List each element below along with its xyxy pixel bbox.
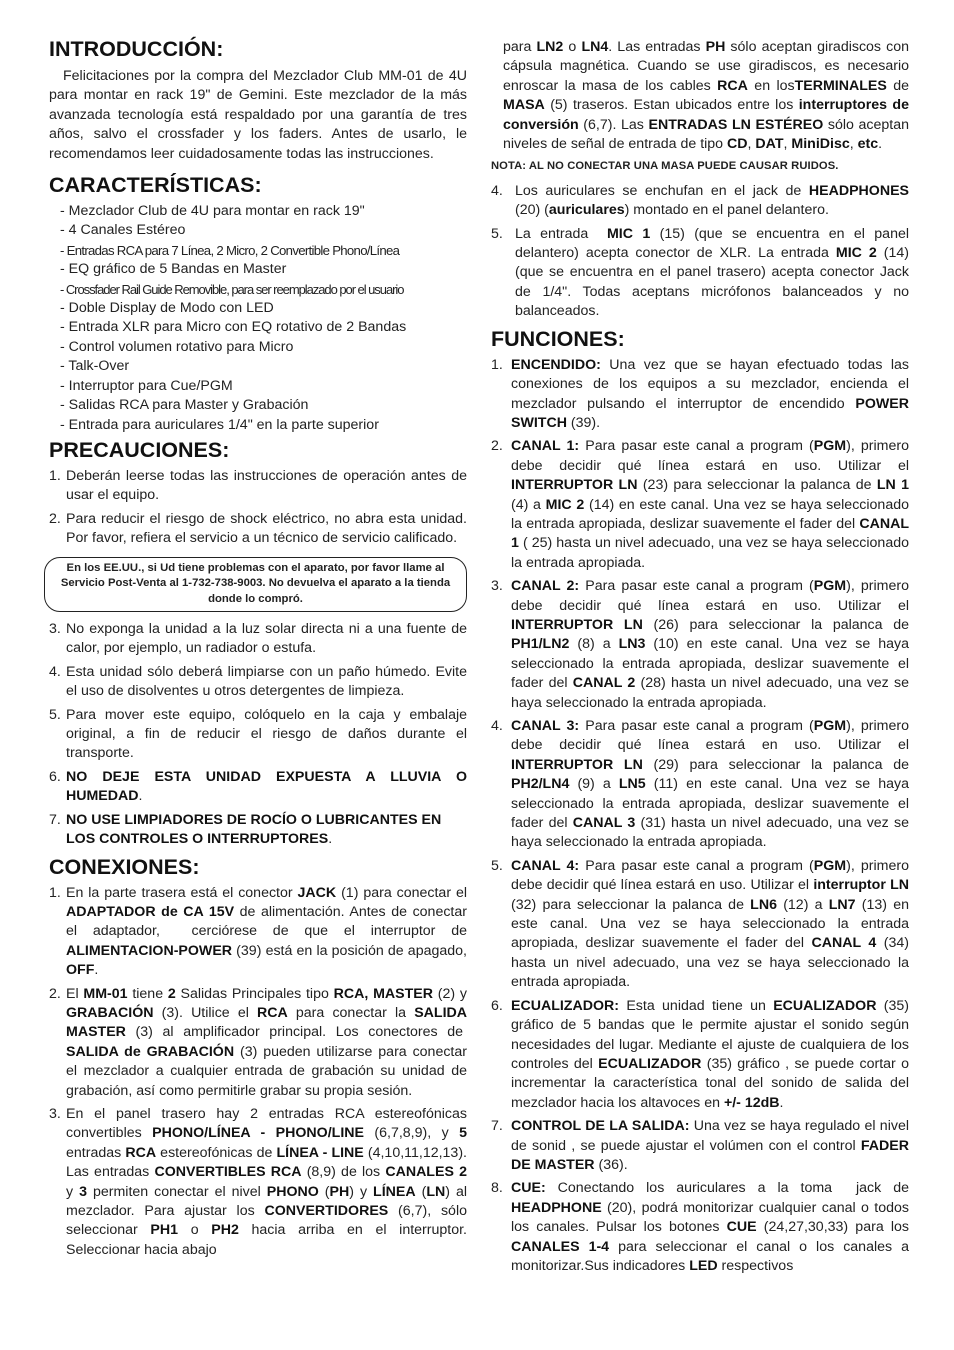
list-item: 2. CANAL 1: Para pasar este canal a program (PGM), primero debe decidir qué línea estará en uso. Utilizar el INTERRUPTOR LN (23) para seleccionar la palanca de LN 1 (4) a MIC 2 (14) en este canal. Una vez se haya seleccionado la entrada apropiada, deslizar suavemente el fader del CANAL 1 ( 25) hasta un nivel adecuado, una vez se haya seleccionado la entrada apropiada.: [491, 438, 910, 571]
list-item: - Salidas RCA para Master y Grabación: [60, 397, 309, 414]
ground-note: NOTA: AL NO CONECTAR UNA MASA PUEDE CAUSAR RUIDOS.: [491, 160, 839, 173]
list-item: 5. CANAL 4: Para pasar este canal a program (PGM), primero debe decidir qué línea estará en uso. Utilizar el interruptor LN (32) para seleccionar la palanca de LN6 (12) a LN7 (13) en este canal. Una vez se haya seleccionado la entrada apropiada, deslizar suavemente el fader del CANAL 4 (34) hasta un nivel adecuado, una vez se haya seleccionado la entrada apropiada.: [491, 857, 910, 991]
list-item: 3. En el panel trasero hay 2 entradas RCA estereofónicas convertibles PHONO/LÍNEA - PHONO/LINE (6,7,8,9), y 5 entradas RCA estereofónicas de LÍNEA - LINE (4,10,11,12,13). Las entradas CONVERTIBLES RCA (8,9) de los CANALES 2 y 3 permiten conectar el nivel PHONO (PH) y LÍNEA (LN) al mezclador. Para ajustar los CONVERTIDORES (6,7), sólo seleccionar PH1 o PH2 hacia arriba en el interruptor. Seleccionar hacia abajo: [49, 1105, 467, 1258]
connections-heading: CONEXIONES:: [49, 854, 200, 879]
intro-text: Felicitaciones por la compra del Mezclador Club MM-01 de 4U para montar en rack 19" de Gemini. Este mezclador de la más avanzada tecnología está respaldado por una garantía de tres años, salvo el crossfader y los faders. Antes de usarlo, le recomendamos leer cuidadosamente todas las instrucciones.: [49, 68, 467, 162]
connections-list: [49, 884, 467, 1261]
list-item: - Control volumen rotativo para Micro: [60, 338, 294, 355]
service-note-box: En los EE.UU., si Ud tiene problemas con el aparato, por favor llame al Servicio Post-Venta al 1-732-738-9003. No devuelva el aparato a la tienda donde lo compró.: [44, 557, 467, 613]
functions-list: [491, 356, 909, 1277]
list-item: 6. NO DEJE ESTA UNIDAD EXPUESTA A LLUVIA O HUMEDAD.: [49, 768, 467, 805]
list-item: 2. Para reducir el riesgo de shock eléctrico, no abra esta unidad. Por favor, refiera el servicio a un técnico de servicio calificado.: [49, 510, 467, 547]
list-item: - Talk-Over: [60, 358, 130, 375]
list-item: 4. CANAL 3: Para pasar este canal a program (PGM), primero debe decidir qué línea estará en uso. Utilizar el INTERRUPTOR LN (29) para seleccionar la palanca de PH2/LN4 (9) a LN5 (11) en este canal. Una vez se haya seleccionado la entrada apropiada, deslizar suavemente el fader del CANAL 3 (31) hasta un nivel adecuado, una vez se haya seleccionado la entrada apropiada.: [491, 718, 910, 851]
list-item: 6. ECUALIZADOR: Esta unidad tiene un ECUALIZADOR (35) gráfico de 5 bandas que le permite ajustar el sonido según necesidades del lugar. Mediante el ajuste de cualquiera de los controles del ECUALIZADOR (35) gráfico , se puede cortar o incrementar la característica tonal del sonido de salida del mezclador hacia los altavoces en +/- 12dB.: [491, 997, 909, 1111]
list-item: - Entradas RCA para 7 Línea, 2 Micro, 2 Convertible Phono/Línea: [60, 242, 400, 258]
list-item: - Mezclador Club de 4U para montar en rack 19": [60, 203, 365, 220]
list-item: 3. CANAL 2: Para pasar este canal a program (PGM), primero debe decidir qué línea estará en uso. Utilizar el INTERRUPTOR LN (26) para seleccionar la palanca de PH1/LN2 (8) a LN3 (10) en este canal. Una vez se haya seleccionado la entrada apropiada, deslizar suavemente el fader del CANAL 2 (28) hasta un nivel adecuado, una vez se haya seleccionado la entrada apropiada.: [491, 578, 910, 711]
connections-list-cont: [491, 182, 909, 322]
functions-heading: FUNCIONES:: [491, 326, 625, 351]
list-item: 1. Deberán leerse todas las instrucciones de operación antes de usar el equipo.: [49, 467, 467, 504]
list-item: 7. NO USE LIMPIADORES DE ROCÍO O LUBRICANTES EN LOS CONTROLES O INTERRUPTORES.: [49, 811, 442, 848]
list-item: - 4 Canales Estéreo: [60, 222, 186, 239]
list-item: - EQ gráfico de 5 Bandas en Master: [60, 261, 287, 278]
list-item: 5. La entrada MIC 1 (15) (que se encuentra en el panel delantero) acepta conector de XLR. La entrada MIC 2 (14) (que se encuentra en el panel trasero) acepta conector Jack de 1/4". Todas aceptans micrófonos balanceados y no balanceados.: [491, 225, 910, 320]
list-item: 8. CUE: Conectando los auriculares a la toma jack de HEADPHONE (20), podrá monitorizar cualquier canal o todos los canales. Pulsar los botones CUE (24,27,30,33) para los CANALES 1-4 para seleccionar el canal o los canales a monitorizar.Sus indicadores LED respectivos: [491, 1180, 909, 1274]
list-item: 1. En la parte trasera está el conector JACK (1) para conectar el ADAPTADOR de CA 15V de alimentación. Antes de conectar el adaptador, cerciórese de que el interruptor de ALIMENTACION-POWER (39) está en la posición de apagado, OFF.: [49, 884, 467, 979]
list-item: 5. Para mover este equipo, colóquelo en la caja y embalaje original, a fin de reducir el riesgo de daños durante el transporte.: [49, 706, 467, 762]
list-item: - Entrada para auriculares 1/4" en la parte superior: [60, 416, 379, 433]
connections-item3-cont: para LN2 o LN4. Las entradas PH sólo aceptan giradiscos con cápsula magnética. Cuando se use giradiscos, es necesario enroscar la masa de los cables RCA en losTERMINALES de MASA (5) traseros. Estan ubicados entre los interruptores de conversión (6,7). Las ENTRADAS LN ESTÉREO sólo aceptan niveles de señal de entrada de tipo CD, DAT, MiniDisc, etc.: [503, 39, 910, 153]
features-list: [60, 202, 467, 435]
intro-heading: INTRODUCCIÓN:: [49, 37, 224, 61]
list-item: 7. CONTROL DE LA SALIDA: Una vez se haya regulado el nivel de sonid , se puede ajustar el volúmen con el control FADER DE MASTER (36).: [491, 1118, 909, 1173]
list-item: - Crossfader Rail Guide Removible, para ser reemplazado por el usuario: [60, 281, 404, 297]
list-item: - Entrada XLR para Micro con EQ rotativo de 2 Bandas: [60, 319, 407, 336]
precautions-heading: PRECAUCIONES:: [49, 437, 230, 462]
left-column: [49, 36, 467, 1264]
list-item: 4. Los auriculares se enchufan en el jack de HEADPHONES (20) (auriculares) montado en el panel delantero.: [491, 182, 909, 219]
list-item: 4. Esta unidad sólo deberá limpiarse con un paño húmedo. Evite el uso de disolventes u otros detergentes de limpieza.: [49, 663, 467, 700]
features-heading: CARACTERÍSTICAS:: [49, 173, 262, 198]
list-item: - Doble Display de Modo con LED: [60, 300, 274, 317]
list-item: 1. ENCENDIDO: Una vez que se hayan efectuado todas las conexiones de los equipos a su mezclador, encienda el mezclador pulsando el interruptor de encendido POWER SWITCH (39).: [491, 356, 909, 431]
list-item: 2. El MM-01 tiene 2 Salidas Principales tipo RCA, MASTER (2) y GRABACIÓN (3). Utilice el RCA para conectar la SALIDA MASTER (3) al amplificador principal. Los conectores de SALIDA de GRABACIÓN (3) pueden utilizarse para conectar el mezclador a cualquier entrada de grabación su unidad de grabación, así como permitirle grabar su propia sesión.: [49, 985, 467, 1099]
precautions-list-cont: [49, 620, 467, 849]
list-item: - Interruptor para Cue/PGM: [60, 377, 233, 394]
list-item: 3. No exponga la unidad a la luz solar directa ni a una fuente de calor, por ejemplo, un radiador o estufa.: [49, 621, 467, 657]
right-column: [491, 38, 909, 1280]
precautions-list: [49, 467, 467, 549]
